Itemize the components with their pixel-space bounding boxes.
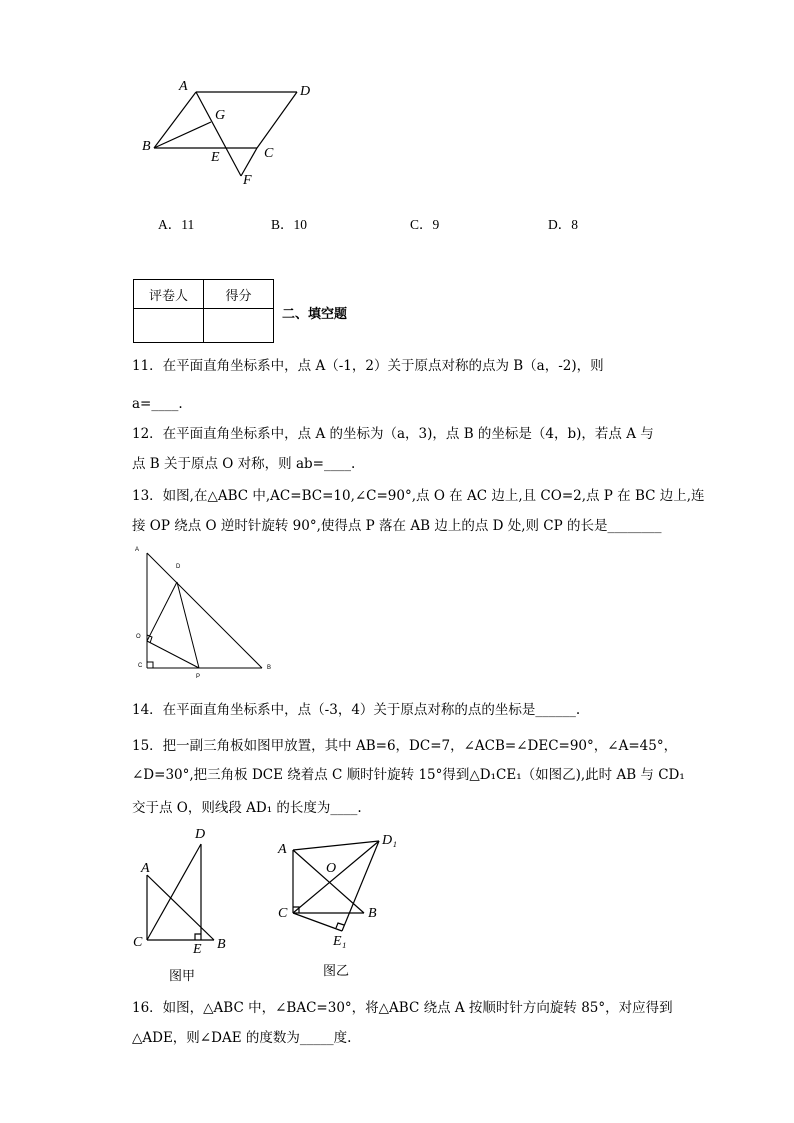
caption-yi: 图乙 [323, 964, 350, 979]
yi-label-A: A [278, 842, 287, 857]
grader-header: 评卷人 [134, 280, 204, 309]
fig13-label-D: D [176, 564, 181, 570]
fig1-label-E: E [211, 150, 220, 165]
option-c: C．9 [410, 217, 440, 232]
question-15-line2: ∠D=30°,把三角板 DCE 绕着点 C 顺时针旋转 15°得到△D₁CE₁（如图乙),此时 AB 与 CD₁ [132, 767, 685, 783]
caption-jia: 图甲 [169, 969, 196, 984]
section-title: 二、填空题 [282, 307, 348, 322]
jia-label-C: C [133, 935, 143, 950]
question-14-line1: 14．在平面直角坐标系中，点（-3，4）关于原点对称的点的坐标是______. [132, 702, 581, 718]
fig1-label-A: A [179, 79, 188, 94]
question-13-line2: 接 OP 绕点 O 逆时针旋转 90°,使得点 P 落在 AB 边上的点 D 处,则 CP 的长是________ [132, 518, 662, 534]
question-12-line1: 12．在平面直角坐标系中，点 A 的坐标为（a，3)，点 B 的坐标是（4，b)，若点 A 与 [132, 426, 654, 442]
yi-label-D1: D₁ [382, 833, 397, 848]
yi-label-B: B [368, 906, 377, 921]
parallelogram-figure [140, 78, 320, 190]
question-16-line1: 16．如图，△ABC 中，∠BAC=30°，将△ABC 绕点 A 按顺时针方向旋转 85°，对应得到 [132, 1000, 673, 1016]
option-b: B．10 [271, 217, 308, 232]
option-d: D．8 [548, 217, 578, 232]
jia-label-E: E [193, 942, 202, 957]
jia-label-A: A [141, 861, 150, 876]
yi-label-E1: E₁ [333, 934, 347, 949]
score-header: 得分 [204, 280, 274, 309]
fig1-label-B: B [142, 139, 151, 154]
option-a: A．11 [158, 217, 195, 232]
fig13-label-A: A [135, 547, 140, 553]
yi-label-O: O [326, 861, 337, 876]
grading-table [133, 279, 274, 343]
score-cell [204, 309, 274, 343]
question-13-line1: 13．如图,在△ABC 中,AC=BC=10,∠C=90°,点 O 在 AC 边上,且 CO=2,点 P 在 BC 边上,连 [132, 488, 705, 504]
fig13-label-P: P [196, 674, 201, 680]
fig13-label-B: B [267, 665, 272, 671]
yi-label-C: C [278, 906, 288, 921]
fig13-label-C: C [138, 663, 143, 669]
grader-cell [134, 309, 204, 343]
fig1-label-D: D [300, 84, 311, 99]
question-11-line1: 11．在平面直角坐标系中，点 A（-1，2）关于原点对称的点为 B（a，-2)，则 [132, 358, 604, 374]
fig1-label-F: F [243, 173, 252, 188]
right-triangle-figure [130, 545, 275, 685]
question-15-line3: 交于点 O，则线段 AD₁ 的长度为____. [132, 800, 362, 816]
fig1-label-C: C [264, 146, 274, 161]
figure-jia [135, 835, 235, 950]
jia-label-D: D [195, 827, 206, 842]
question-15-line1: 15．把一副三角板如图甲放置，其中 AB=6，DC=7，∠ACB=∠DEC=90°，∠A=45°， [132, 738, 678, 754]
question-12-line2: 点 B 关于原点 O 对称，则 ab=____. [132, 456, 356, 472]
jia-label-B: B [217, 937, 226, 952]
fig13-label-O: O [136, 634, 141, 640]
question-11-line2: a=____. [132, 396, 183, 412]
fig1-label-G: G [215, 108, 226, 123]
question-16-line2: △ADE，则∠DAE 的度数为_____度. [132, 1030, 352, 1046]
